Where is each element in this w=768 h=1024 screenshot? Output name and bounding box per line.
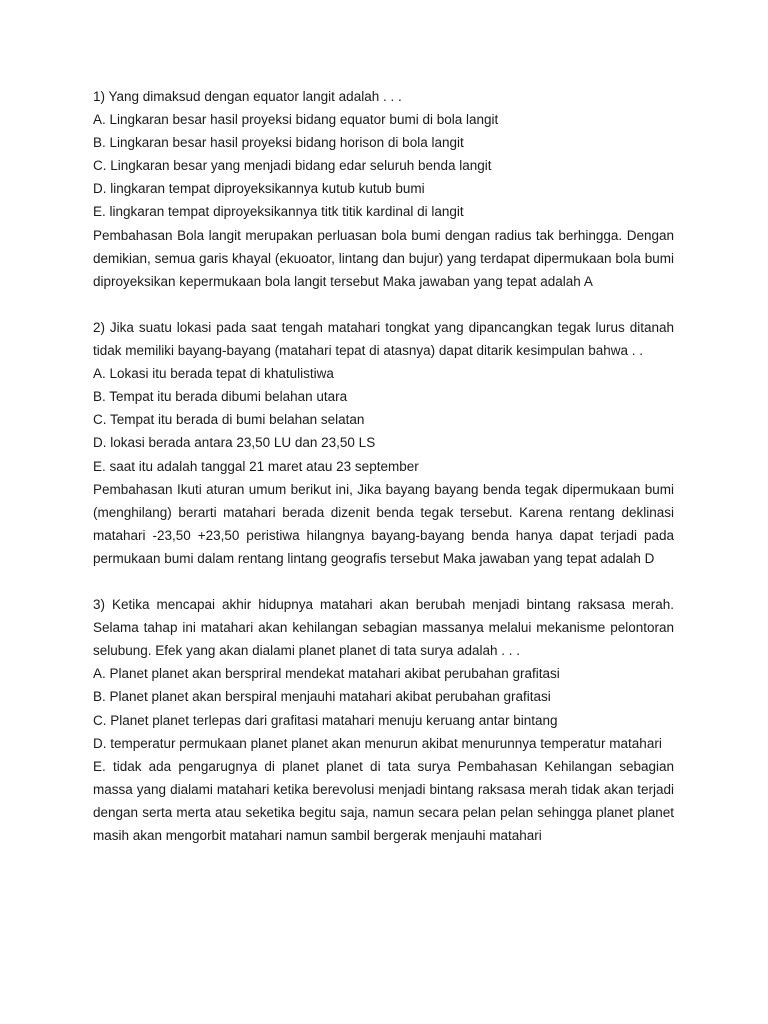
question-1-option-a: A. Lingkaran besar hasil proyeksi bidang equator bumi di bola langit <box>93 112 499 128</box>
paragraph-gap <box>93 293 674 316</box>
question-1-option-b: B. Lingkaran besar hasil proyeksi bidang horison di bola langit <box>93 135 464 151</box>
question-2-option-d: D. lokasi berada antara 23,50 LU dan 23,50 LS <box>93 435 376 451</box>
question-2-option-a: A. Lokasi itu berada tepat di khatulistiwa <box>93 366 334 382</box>
question-3-option-a: A. Planet planet akan berspriral mendekat matahari akibat perubahan grafitasi <box>93 666 560 682</box>
question-3-stem: 3) Ketika mencapai akhir hidupnya matahari akan berubah menjadi bintang raksasa merah. Selama tahap ini matahari akan kehilangan sebagian massanya melalui mekanisme pelontoran selubung. Efek yang akan dialami planet planet di tata surya adalah . . . <box>93 597 674 659</box>
question-3-option-c: C. Planet planet terlepas dari grafitasi matahari menuju keruang antar bintang <box>93 712 558 728</box>
document-page <box>93 85 674 847</box>
question-2-option-c: C. Tempat itu berada di bumi belahan selatan <box>93 412 365 428</box>
question-1-option-c: C. Lingkaran besar yang menjadi bidang edar seluruh benda langit <box>93 158 492 174</box>
question-3 <box>93 593 674 847</box>
question-1 <box>93 85 674 293</box>
question-2-stem: 2) Jika suatu lokasi pada saat tengah matahari tongkat yang dipancangkan tegak lurus ditanah tidak memiliki bayang-bayang (matahari tepat di atasnya) dapat ditarik kesimpulan bahwa . . <box>93 319 674 359</box>
question-3-option-b: B. Planet planet akan berspiral menjauhi matahari akibat perubahan grafitasi <box>93 689 551 705</box>
question-2-option-e: E. saat itu adalah tanggal 21 maret atau 23 september <box>93 458 419 474</box>
question-2 <box>93 316 674 570</box>
question-1-option-e: E. lingkaran tempat diproyeksikannya titk titik kardinal di langit <box>93 204 464 220</box>
question-1-stem: 1) Yang dimaksud dengan equator langit adalah . . . <box>93 89 402 104</box>
question-2-option-b: B. Tempat itu berada dibumi belahan utara <box>93 389 348 405</box>
question-1-option-d: D. lingkaran tempat diproyeksikannya kutub kutub bumi <box>93 181 425 197</box>
question-3-option-e-discussion: E. tidak ada pengarugnya di planet planet di tata surya Pembahasan Kehilangan sebagian massa yang dialami matahari ketika berevolusi menjadi bintang raksasa merah tidak akan terjadi dengan serta merta atau seketika begitu saja, namun secara pelan pelan sehingga planet planet masih akan mengorbit matahari namun sambil bergerak menjauhi matahari <box>93 758 674 843</box>
paragraph-gap <box>93 570 674 593</box>
question-2-discussion: Pembahasan Ikuti aturan umum berikut ini, Jika bayang bayang benda tegak dipermukaan bumi (menghilang) berarti matahari berada dizenit benda tegak tersebut. Karena rentang deklinasi matahari -23,50 +23,50 peristiwa hilangnya bayang-bayang benda hanya dapat terjadi pada permukaan bumi dalam rentang lintang geografis tersebut Maka jawaban yang tepat adalah D <box>93 481 674 566</box>
question-3-option-d: D. temperatur permukaan planet planet akan menurun akibat menurunnya temperatur matahari <box>93 735 662 751</box>
question-1-discussion: Pembahasan Bola langit merupakan perluasan bola bumi dengan radius tak berhingga. Dengan demikian, semua garis khayal (ekuoator, lintang dan bujur) yang terdapat dipermukaan bola bumi diproyeksikan kepermukaan bola langit tersebut Maka jawaban yang tepat adalah A <box>93 227 674 289</box>
